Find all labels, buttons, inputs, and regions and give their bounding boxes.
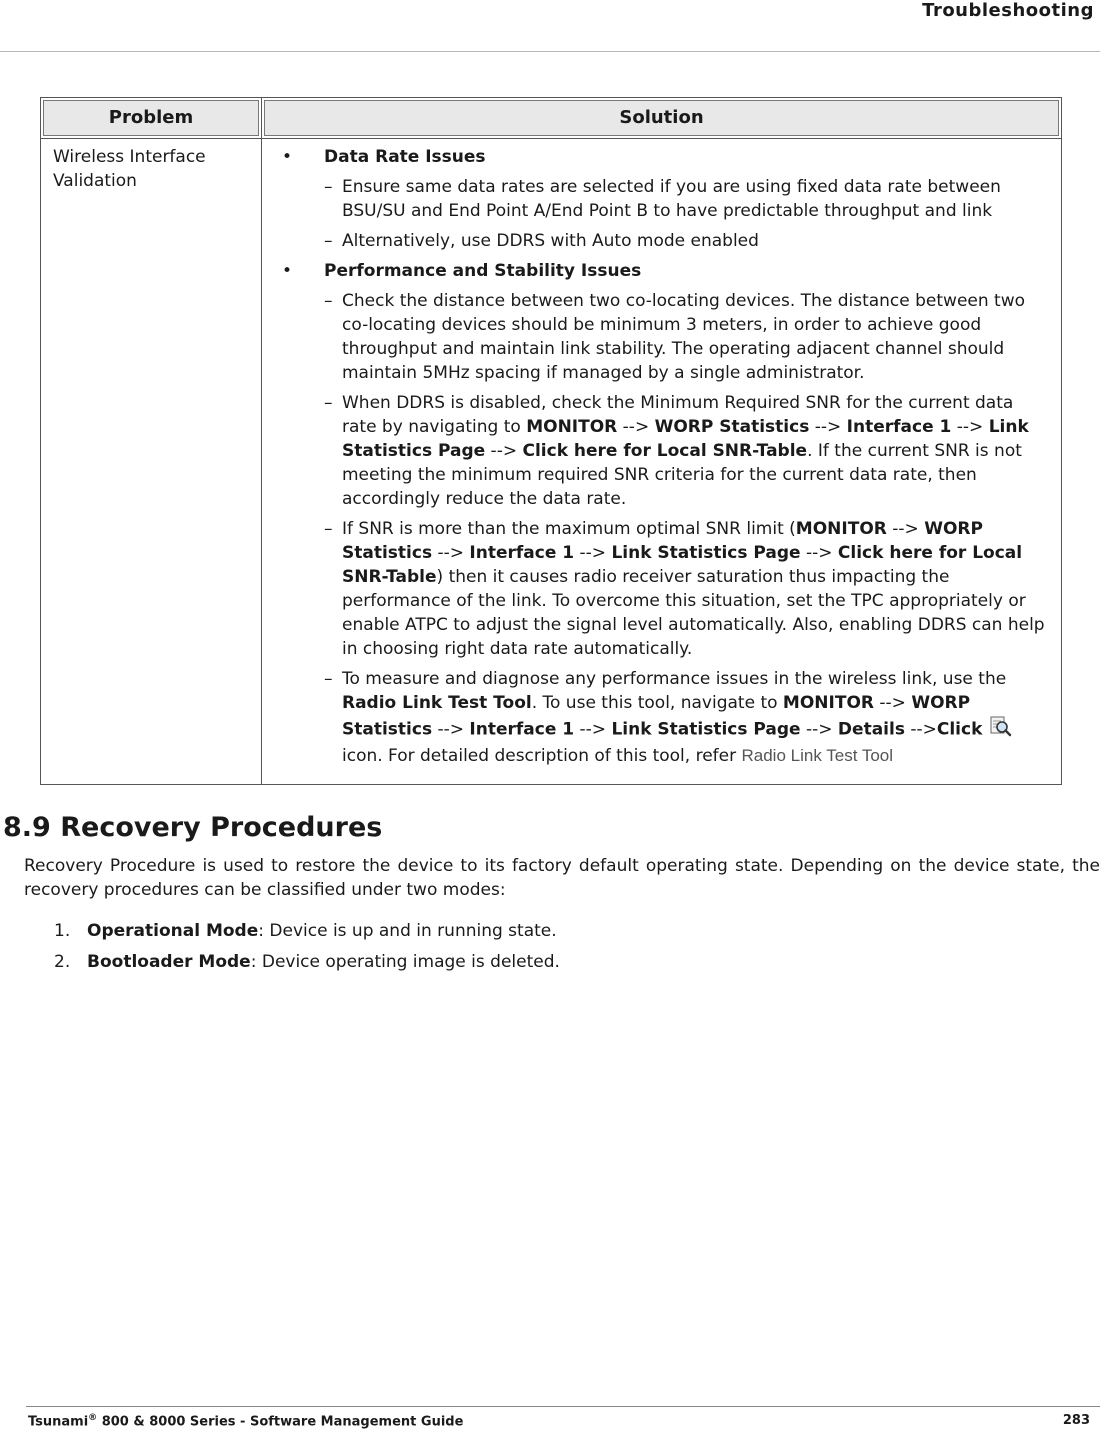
bold-run: MONITOR [795, 519, 887, 539]
list-item-text: Check the distance between two co-locating devices. The distance between two co-locating devices should be minimum 3 meters, in order to achieve good throughput and maintain link stability. The operating adjacent channel should maintain 5MHz spacing if managed by a single administrator. [342, 291, 1026, 383]
mode-name: Bootloader Mode [87, 952, 251, 972]
bold-run: Interface 1 [846, 417, 952, 437]
arrow-run: --> [617, 417, 655, 437]
list-item [54, 919, 557, 943]
dash-mark: – [324, 291, 333, 311]
footer-product: Tsunami [28, 1414, 89, 1429]
problem-solution-table [40, 97, 1062, 785]
arrow-run: --> [886, 519, 925, 539]
cross-reference-link[interactable]: Radio Link Test Tool [741, 746, 894, 765]
mode-description: : Device operating image is deleted. [250, 952, 560, 972]
mode-name: Operational Mode [87, 921, 259, 941]
problem-cell: Wireless Interface Validation [41, 139, 262, 785]
page-header: Troubleshooting [922, 0, 1094, 21]
text-run: . If the current SNR is not meeting the minimum required SNR criteria for the current data rate, then accordingly reduce the data rate. [342, 441, 1022, 509]
bold-run: Click here for Local SNR-Table [522, 441, 808, 461]
bold-run: Click here for Local SNR-Table [342, 543, 1023, 587]
arrow-run: --> [574, 543, 612, 563]
dash-mark: – [324, 393, 333, 413]
section-title: 8.9 Recovery Procedures [3, 812, 383, 843]
solution-cell [262, 139, 1062, 785]
section-intro: Recovery Procedure is used to restore the device to its factory default operating state. Depending on the device state, the recovery procedures can be classified under two modes: [24, 856, 1100, 900]
footer-guide-name: 800 & 8000 Series - Software Management Guide [97, 1414, 464, 1429]
bold-run: WORP Statistics [342, 519, 983, 563]
bold-run: WORP Statistics [342, 693, 971, 740]
bullet-performance-issues [282, 259, 1051, 283]
list-item [54, 950, 560, 974]
bold-run: Interface 1 [469, 543, 575, 563]
list-item-text [342, 391, 1051, 511]
arrow-run: --> [873, 693, 912, 713]
bold-run: Link Statistics Page [342, 417, 1029, 461]
dash-mark: – [324, 177, 333, 197]
arrow-run: --> [432, 543, 470, 563]
bold-run: Details [837, 719, 905, 740]
arrow-run: --> [904, 719, 937, 740]
mode-description: : Device is up and in running state. [258, 921, 557, 941]
text-run: ) then it causes radio receiver saturation thus impacting the performance of the link. To overcome this situation, set the TPC appropriately or enable ATPC to adjust the signal level automatically. Also, enabling DDRS can help in choosing right data rate automatically. [342, 567, 1045, 659]
text-run: icon. For detailed description of this tool, refer [342, 746, 742, 766]
footer-registered-mark: ® [88, 1413, 98, 1423]
header-divider [0, 51, 1100, 52]
dash-mark: – [324, 669, 333, 689]
bold-run: Radio Link Test Tool [342, 693, 532, 713]
bold-run: MONITOR [782, 693, 874, 713]
column-header-solution: Solution [262, 98, 1062, 139]
list-item-text [342, 667, 1051, 768]
list-number: 2. [54, 952, 71, 972]
list-item [324, 517, 1051, 661]
bullet-mark: • [282, 261, 293, 281]
bold-run: WORP Statistics [654, 417, 810, 437]
arrow-run: --> [809, 417, 847, 437]
bold-run: Interface 1 [469, 719, 575, 740]
list-item [324, 229, 1051, 253]
arrow-run: --> [800, 543, 838, 563]
text-run: . To use this tool, navigate to [531, 693, 783, 713]
footer-title [28, 1413, 463, 1429]
bullet-data-rate-issues [282, 145, 1051, 169]
arrow-run: --> [800, 719, 838, 740]
bold-run: Link Statistics Page [611, 719, 801, 740]
list-number: 1. [54, 921, 71, 941]
footer-divider [26, 1406, 1100, 1407]
bold-run: Click [936, 719, 983, 740]
table-row [41, 139, 1062, 785]
list-item [324, 667, 1051, 768]
arrow-run: --> [432, 719, 470, 740]
column-header-problem: Problem [41, 98, 262, 139]
bullet-heading: Data Rate Issues [324, 147, 486, 167]
text-run: If SNR is more than the maximum optimal SNR limit ( [342, 519, 796, 539]
list-item-text: Alternatively, use DDRS with Auto mode enabled [342, 231, 759, 251]
list-item-text [87, 919, 557, 943]
page-number: 283 [1062, 1413, 1090, 1428]
bullet-mark: • [282, 147, 293, 167]
list-item [324, 175, 1051, 223]
bullet-heading: Performance and Stability Issues [324, 261, 642, 281]
dash-mark: – [324, 519, 333, 539]
arrow-run: --> [574, 719, 612, 740]
magnifier-document-icon [988, 715, 1012, 744]
list-item [324, 289, 1051, 385]
arrow-run: --> [485, 441, 523, 461]
dash-mark: – [324, 231, 333, 251]
list-item-text [87, 950, 560, 974]
list-item-text [342, 517, 1051, 661]
arrow-run: --> [951, 417, 989, 437]
text-run: When DDRS is disabled, check the Minimum Required SNR for the current data rate by navigating to [342, 393, 1014, 437]
bold-run: MONITOR [526, 417, 618, 437]
text-run: To measure and diagnose any performance issues in the wireless link, use the [342, 669, 1007, 689]
list-item [324, 391, 1051, 511]
bold-run: Link Statistics Page [611, 543, 801, 563]
list-item-text: Ensure same data rates are selected if you are using fixed data rate between BSU/SU and End Point A/End Point B to have predictable throughput and link [342, 177, 1001, 221]
